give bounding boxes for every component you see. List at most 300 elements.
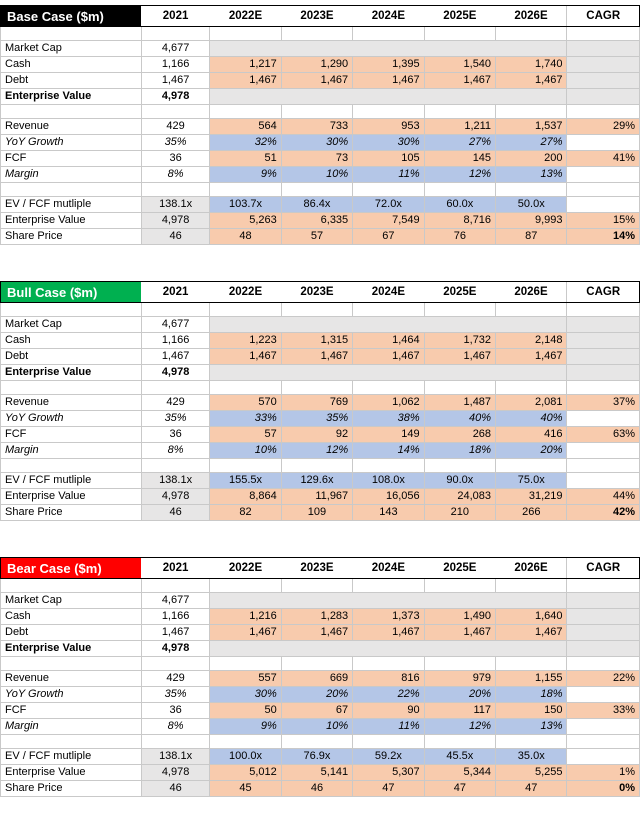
cell-projection: 733 [281, 119, 352, 135]
spacer-cell [141, 183, 209, 197]
cell-projection: 1,290 [281, 57, 352, 73]
cell-projection: 14% [353, 443, 424, 459]
spacer-cell [424, 27, 495, 41]
cell-2021: 36 [141, 703, 209, 719]
case-title: Bull Case ($m) [1, 282, 142, 303]
cagr-cell: 22% [567, 671, 640, 687]
cell-projection: 1,467 [496, 625, 567, 641]
cash-row [1, 609, 640, 625]
cell-projection: 9,993 [496, 213, 567, 229]
cell-projection: 1,732 [424, 333, 495, 349]
cell-2021: 138.1x [141, 749, 209, 765]
cell-projection: 8,864 [210, 489, 281, 505]
cell-projection: 1,216 [210, 609, 281, 625]
spacer-cell [496, 459, 567, 473]
cell-projection: 45.5x [424, 749, 495, 765]
cell-projection: 48 [210, 229, 281, 245]
spacer-cell [353, 105, 424, 119]
cell-2021: 4,677 [141, 593, 209, 609]
spacer-row [1, 27, 640, 41]
spacer-cell [496, 303, 567, 317]
cell-2021: 4,978 [141, 365, 209, 381]
row-label: Enterprise Value [1, 765, 142, 781]
cell-projection: 16,056 [353, 489, 424, 505]
cagr-cell: 33% [567, 703, 640, 719]
debt-row [1, 625, 640, 641]
spacer-cell [353, 579, 424, 593]
spacer-cell [353, 381, 424, 395]
column-header: 2022E [210, 6, 281, 27]
cell-projection: 18% [424, 443, 495, 459]
cell-projection: 10% [210, 443, 281, 459]
cell-2021: 35% [141, 411, 209, 427]
spacer-cell [353, 459, 424, 473]
cell-projection: 1,467 [210, 73, 281, 89]
cell-projection: 47 [424, 781, 495, 797]
cell-projection: 22% [353, 687, 424, 703]
cagr-cell [567, 317, 640, 333]
spacer-cell [210, 105, 281, 119]
cell-projection: 73 [281, 151, 352, 167]
spacer-cell [353, 657, 424, 671]
cell-projection: 47 [496, 781, 567, 797]
revenue-row [1, 395, 640, 411]
cell-projection: 90 [353, 703, 424, 719]
spacer-row [1, 303, 640, 317]
cagr-cell [567, 625, 640, 641]
cell-2021: 36 [141, 151, 209, 167]
cagr-cell [567, 333, 640, 349]
revenue-row [1, 119, 640, 135]
cell-projection: 30% [210, 687, 281, 703]
cagr-cell [567, 57, 640, 73]
column-header: 2021 [141, 282, 209, 303]
cell-projection: 1,467 [424, 349, 495, 365]
ev-fcf-multiple-row [1, 197, 640, 213]
cell-projection: 266 [496, 505, 567, 521]
cell-2021: 46 [141, 229, 209, 245]
cell-projection: 60.0x [424, 197, 495, 213]
fcf-row [1, 151, 640, 167]
cell-projection: 45 [210, 781, 281, 797]
row-label: Margin [1, 719, 142, 735]
row-label: Enterprise Value [1, 365, 142, 381]
case-title: Base Case ($m) [1, 6, 142, 27]
spacer-cell [1, 459, 142, 473]
cell-projection: 1,740 [496, 57, 567, 73]
yoy-growth-row [1, 687, 640, 703]
cell-projection: 24,083 [424, 489, 495, 505]
spacer-cell [141, 27, 209, 41]
base-case-table [0, 5, 640, 245]
empty-projection-cell [210, 641, 567, 657]
cell-projection: 1,640 [496, 609, 567, 625]
cell-projection: 12% [424, 719, 495, 735]
cell-projection: 1,315 [281, 333, 352, 349]
cell-projection: 8,716 [424, 213, 495, 229]
row-label: Enterprise Value [1, 641, 142, 657]
row-label: Market Cap [1, 593, 142, 609]
cell-projection: 72.0x [353, 197, 424, 213]
cell-projection: 1,540 [424, 57, 495, 73]
cell-2021: 4,978 [141, 641, 209, 657]
spacer-cell [567, 735, 640, 749]
cagr-cell [567, 349, 640, 365]
cell-projection: 87 [496, 229, 567, 245]
cell-projection: 90.0x [424, 473, 495, 489]
spacer-cell [353, 303, 424, 317]
spacer-cell [567, 657, 640, 671]
cell-projection: 1,467 [353, 73, 424, 89]
spacer-cell [424, 579, 495, 593]
spacer-cell [1, 27, 142, 41]
bear-case-section [0, 557, 640, 797]
cagr-cell: 42% [567, 505, 640, 521]
spacer-cell [424, 105, 495, 119]
cell-projection: 117 [424, 703, 495, 719]
cagr-cell: 41% [567, 151, 640, 167]
cagr-cell [567, 365, 640, 381]
spacer-cell [496, 579, 567, 593]
header-row [1, 558, 640, 579]
header-row [1, 282, 640, 303]
cell-projection: 59.2x [353, 749, 424, 765]
spacer-cell [281, 27, 352, 41]
column-header-cagr: CAGR [567, 282, 640, 303]
fcf-row [1, 703, 640, 719]
spacer-cell [281, 459, 352, 473]
row-label: Revenue [1, 395, 142, 411]
empty-projection-cell [210, 365, 567, 381]
cell-projection: 1,373 [353, 609, 424, 625]
spacer-cell [141, 657, 209, 671]
cell-projection: 32% [210, 135, 281, 151]
cagr-cell: 0% [567, 781, 640, 797]
cagr-cell [567, 609, 640, 625]
cell-projection: 5,263 [210, 213, 281, 229]
cagr-cell: 15% [567, 213, 640, 229]
cell-projection: 76.9x [281, 749, 352, 765]
spacer-cell [141, 579, 209, 593]
row-label: Cash [1, 57, 142, 73]
cell-projection: 18% [496, 687, 567, 703]
cell-projection: 12% [424, 167, 495, 183]
cagr-cell [567, 443, 640, 459]
column-header: 2024E [353, 6, 424, 27]
row-label: Debt [1, 625, 142, 641]
spacer-row [1, 579, 640, 593]
cell-projection: 20% [281, 687, 352, 703]
spacer-cell [1, 183, 142, 197]
cell-projection: 105 [353, 151, 424, 167]
cell-projection: 100.0x [210, 749, 281, 765]
cell-projection: 150 [496, 703, 567, 719]
bear-case-table [0, 557, 640, 797]
cell-projection: 11% [353, 167, 424, 183]
cell-projection: 5,344 [424, 765, 495, 781]
row-label: EV / FCF mutliple [1, 197, 142, 213]
cell-projection: 564 [210, 119, 281, 135]
cell-projection: 20% [424, 687, 495, 703]
cell-2021: 4,978 [141, 213, 209, 229]
cell-projection: 5,141 [281, 765, 352, 781]
cell-projection: 109 [281, 505, 352, 521]
cagr-cell [567, 411, 640, 427]
cell-projection: 1,467 [353, 625, 424, 641]
cell-2021: 4,677 [141, 317, 209, 333]
cell-2021: 4,978 [141, 89, 209, 105]
cagr-cell: 37% [567, 395, 640, 411]
cagr-cell: 29% [567, 119, 640, 135]
spacer-cell [496, 735, 567, 749]
cell-2021: 138.1x [141, 473, 209, 489]
spacer-cell [281, 105, 352, 119]
cash-row [1, 57, 640, 73]
cagr-cell: 1% [567, 765, 640, 781]
empty-projection-cell [210, 317, 567, 333]
spacer-cell [210, 27, 281, 41]
cell-projection: 816 [353, 671, 424, 687]
spacer-cell [210, 579, 281, 593]
cell-projection: 20% [496, 443, 567, 459]
row-label: Cash [1, 333, 142, 349]
cell-projection: 1,467 [353, 349, 424, 365]
cell-projection: 129.6x [281, 473, 352, 489]
spacer-row [1, 381, 640, 395]
cell-projection: 75.0x [496, 473, 567, 489]
spacer-cell [1, 303, 142, 317]
spacer-cell [496, 183, 567, 197]
share-price-row [1, 781, 640, 797]
row-label: Debt [1, 73, 142, 89]
cell-2021: 8% [141, 443, 209, 459]
column-header: 2024E [353, 282, 424, 303]
cell-projection: 1,062 [353, 395, 424, 411]
ev-fcf-multiple-row [1, 473, 640, 489]
column-header: 2022E [210, 558, 281, 579]
spacer-cell [210, 381, 281, 395]
spacer-cell [141, 381, 209, 395]
cash-row [1, 333, 640, 349]
cell-projection: 769 [281, 395, 352, 411]
cell-projection: 40% [496, 411, 567, 427]
spacer-cell [141, 105, 209, 119]
cagr-cell [567, 641, 640, 657]
row-label: Market Cap [1, 317, 142, 333]
share-price-row [1, 505, 640, 521]
cell-projection: 35% [281, 411, 352, 427]
cell-2021: 429 [141, 671, 209, 687]
ev-fcf-multiple-row [1, 749, 640, 765]
cell-projection: 76 [424, 229, 495, 245]
cell-projection: 12% [281, 443, 352, 459]
empty-projection-cell [210, 593, 567, 609]
cell-projection: 557 [210, 671, 281, 687]
cell-projection: 13% [496, 719, 567, 735]
spacer-cell [424, 657, 495, 671]
row-label: FCF [1, 427, 142, 443]
cell-projection: 2,148 [496, 333, 567, 349]
cell-projection: 10% [281, 719, 352, 735]
row-label: YoY Growth [1, 411, 142, 427]
spacer-cell [210, 303, 281, 317]
cell-2021: 429 [141, 119, 209, 135]
cell-2021: 1,166 [141, 57, 209, 73]
cell-2021: 1,467 [141, 73, 209, 89]
cagr-cell: 63% [567, 427, 640, 443]
cell-projection: 38% [353, 411, 424, 427]
column-header: 2021 [141, 558, 209, 579]
spacer-cell [1, 381, 142, 395]
row-label: Share Price [1, 505, 142, 521]
cell-projection: 6,335 [281, 213, 352, 229]
spacer-cell [424, 303, 495, 317]
fcf-row [1, 427, 640, 443]
yoy-growth-row [1, 135, 640, 151]
column-header: 2023E [281, 282, 352, 303]
cell-projection: 50.0x [496, 197, 567, 213]
spacer-cell [210, 183, 281, 197]
cell-projection: 1,395 [353, 57, 424, 73]
cell-projection: 50 [210, 703, 281, 719]
header-row [1, 6, 640, 27]
cell-projection: 11,967 [281, 489, 352, 505]
enterprise-value-projection-row [1, 213, 640, 229]
cell-projection: 7,549 [353, 213, 424, 229]
spacer-cell [424, 459, 495, 473]
market-cap-row [1, 41, 640, 57]
spacer-cell [496, 381, 567, 395]
row-label: Margin [1, 443, 142, 459]
cell-projection: 92 [281, 427, 352, 443]
spacer-row [1, 459, 640, 473]
spacer-cell [281, 183, 352, 197]
spacer-cell [141, 303, 209, 317]
empty-projection-cell [210, 41, 567, 57]
cagr-cell [567, 167, 640, 183]
spacer-row [1, 657, 640, 671]
cell-projection: 1,467 [424, 625, 495, 641]
cell-projection: 2,081 [496, 395, 567, 411]
cell-2021: 1,467 [141, 625, 209, 641]
spacer-cell [281, 303, 352, 317]
cell-2021: 8% [141, 167, 209, 183]
cell-2021: 46 [141, 781, 209, 797]
row-label: Cash [1, 609, 142, 625]
spacer-cell [281, 381, 352, 395]
cell-projection: 1,467 [210, 625, 281, 641]
enterprise-value-row [1, 641, 640, 657]
cell-2021: 35% [141, 687, 209, 703]
cell-projection: 1,490 [424, 609, 495, 625]
spacer-cell [567, 105, 640, 119]
cell-projection: 149 [353, 427, 424, 443]
cagr-cell [567, 719, 640, 735]
row-label: Margin [1, 167, 142, 183]
enterprise-value-row [1, 365, 640, 381]
row-label: Share Price [1, 781, 142, 797]
cell-projection: 1,467 [424, 73, 495, 89]
market-cap-row [1, 317, 640, 333]
cell-projection: 200 [496, 151, 567, 167]
spacer-cell [496, 27, 567, 41]
column-header: 2026E [496, 6, 567, 27]
cell-projection: 5,307 [353, 765, 424, 781]
column-header: 2026E [496, 558, 567, 579]
cell-projection: 35.0x [496, 749, 567, 765]
cell-projection: 9% [210, 719, 281, 735]
cell-projection: 10% [281, 167, 352, 183]
spacer-cell [281, 579, 352, 593]
column-header: 2023E [281, 6, 352, 27]
spacer-cell [424, 183, 495, 197]
bull-case-section [0, 281, 640, 521]
cagr-cell [567, 749, 640, 765]
cell-projection: 1,487 [424, 395, 495, 411]
spacer-cell [353, 27, 424, 41]
spacer-cell [353, 735, 424, 749]
cagr-cell [567, 473, 640, 489]
cell-projection: 33% [210, 411, 281, 427]
cell-2021: 35% [141, 135, 209, 151]
cell-projection: 30% [281, 135, 352, 151]
spacer-row [1, 735, 640, 749]
row-label: YoY Growth [1, 135, 142, 151]
cell-projection: 1,467 [281, 625, 352, 641]
base-case-section [0, 5, 640, 245]
cell-2021: 1,467 [141, 349, 209, 365]
cell-projection: 1,467 [281, 349, 352, 365]
debt-row [1, 73, 640, 89]
bull-case-table [0, 281, 640, 521]
debt-row [1, 349, 640, 365]
row-label: YoY Growth [1, 687, 142, 703]
cell-projection: 82 [210, 505, 281, 521]
cagr-cell [567, 593, 640, 609]
cell-projection: 416 [496, 427, 567, 443]
spacer-cell [1, 579, 142, 593]
cell-2021: 4,978 [141, 489, 209, 505]
cell-projection: 27% [496, 135, 567, 151]
cell-projection: 31,219 [496, 489, 567, 505]
spacer-cell [567, 27, 640, 41]
cell-projection: 1,223 [210, 333, 281, 349]
cagr-cell: 44% [567, 489, 640, 505]
cell-projection: 103.7x [210, 197, 281, 213]
cell-projection: 953 [353, 119, 424, 135]
cell-2021: 4,978 [141, 765, 209, 781]
column-header-cagr: CAGR [567, 6, 640, 27]
revenue-row [1, 671, 640, 687]
cell-2021: 46 [141, 505, 209, 521]
row-label: Debt [1, 349, 142, 365]
cell-projection: 1,537 [496, 119, 567, 135]
cell-projection: 155.5x [210, 473, 281, 489]
cell-projection: 1,217 [210, 57, 281, 73]
spacer-cell [281, 657, 352, 671]
row-label: FCF [1, 703, 142, 719]
cell-projection: 669 [281, 671, 352, 687]
enterprise-value-row [1, 89, 640, 105]
cagr-cell: 14% [567, 229, 640, 245]
cell-projection: 57 [210, 427, 281, 443]
column-header: 2023E [281, 558, 352, 579]
row-label: Enterprise Value [1, 89, 142, 105]
spacer-cell [210, 459, 281, 473]
column-header: 2026E [496, 282, 567, 303]
cell-projection: 86.4x [281, 197, 352, 213]
cell-projection: 51 [210, 151, 281, 167]
